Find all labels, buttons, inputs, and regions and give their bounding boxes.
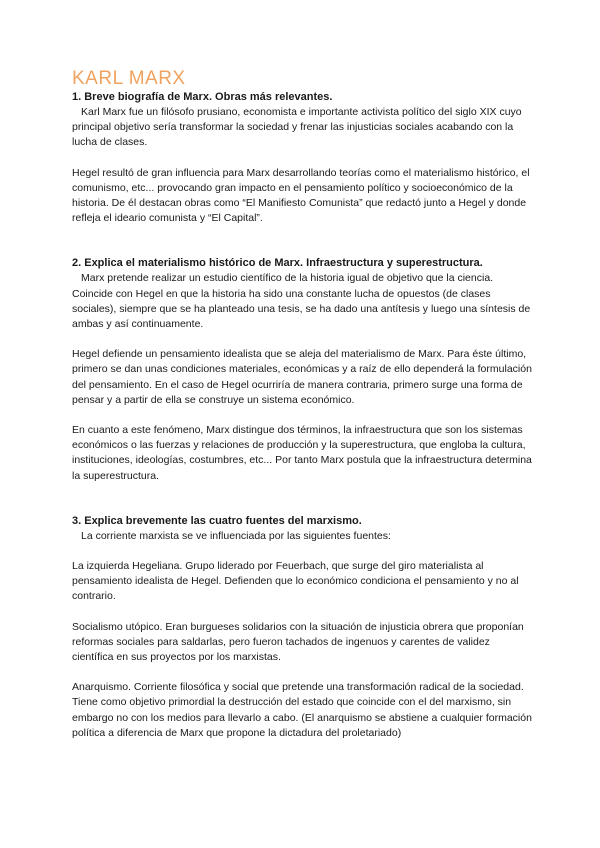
section-3-paragraph-4: Anarquismo. Corriente filosófica y social que pretende una transformación radical de la sociedad. Tiene como objetivo primordial la destrucción del estado que coincide con el del marxismo, sin embargo no con los medios para llevarlo a cabo. (El anarquismo se abstiene a cualquier formación política a diferencia de Marx que propone la dictadura del proletariado) bbox=[72, 681, 532, 739]
section-2-paragraph-1: Marx pretende realizar un estudio científico de la historia igual de objetivo que la ciencia. Coincide con Hegel en que la historia ha sido una constante lucha de opuestos (de clases sociales), siempre que se ha planteado una tesis, se ha dado una antítesis y luego una síntesis de ambas y así continuamente. bbox=[72, 272, 531, 331]
section-3-paragraph-2: La izquierda Hegeliana. Grupo liderado por Feuerbach, que surge del giro materialista al pensamiento idealista de Hegel. Defienden que lo económico condiciona el pensamiento y no al contrario. bbox=[72, 560, 519, 603]
document-page bbox=[72, 68, 534, 741]
document-title: KARL MARX bbox=[72, 68, 186, 89]
section-3-paragraph-1: La corriente marxista se ve influenciada por las siguientes fuentes: bbox=[81, 529, 391, 542]
section-3-heading: 3. Explica brevemente las cuatro fuentes del marxismo. bbox=[72, 514, 362, 527]
section-1-paragraph-1: Karl Marx fue un filósofo prusiano, economista e importante activista político del siglo XIX cuyo principal objetivo sería transformar la sociedad y frenar las injusticias sociales acabando con la lucha de clases. bbox=[72, 106, 522, 149]
section-2-paragraph-3: En cuanto a este fenómeno, Marx distingue dos términos, la infraestructura que son los sistemas económicos o las fuerzas y relaciones de producción y la superestructura, que engloba la cultura, instituciones, ideologías, costumbres, etc... Por tanto Marx postula que la infraestructura determina la superestructura. bbox=[72, 424, 532, 482]
section-3-paragraph-3: Socialismo utópico. Eran burgueses solidarios con la situación de injusticia obrera que proponían reformas sociales para saldarlas, pero fueron tachados de ingenuos y carentes de validez científica en sus proyectos por los marxistas. bbox=[72, 620, 524, 664]
section-2-heading: 2. Explica el materialismo histórico de Marx. Infraestructura y superestructura. bbox=[72, 257, 483, 270]
section-1-paragraph-2: Hegel resultó de gran influencia para Marx desarrollando teorías como el materialismo histórico, el comunismo, etc... provocando gran impacto en el pensamiento político y socioeconómico de la historia. De él destacan obras como “El Manifiesto Comunista” que redactó junto a Hegel y donde refleja el ideario comunista y “El Capital”. bbox=[72, 166, 530, 225]
section-1-heading: 1. Breve biografía de Marx. Obras más relevantes. bbox=[72, 91, 333, 103]
section-2-paragraph-2: Hegel defiende un pensamiento idealista que se aleja del materialismo de Marx. Para éste último, primero se dan unas condiciones materiales, económicas y a raíz de ello dependerá la formulación del pensamiento. En el caso de Hegel ocurriría de manera contraria, primero surge una forma de pensar y a partir de ella se construye un sistema económico. bbox=[72, 348, 532, 406]
